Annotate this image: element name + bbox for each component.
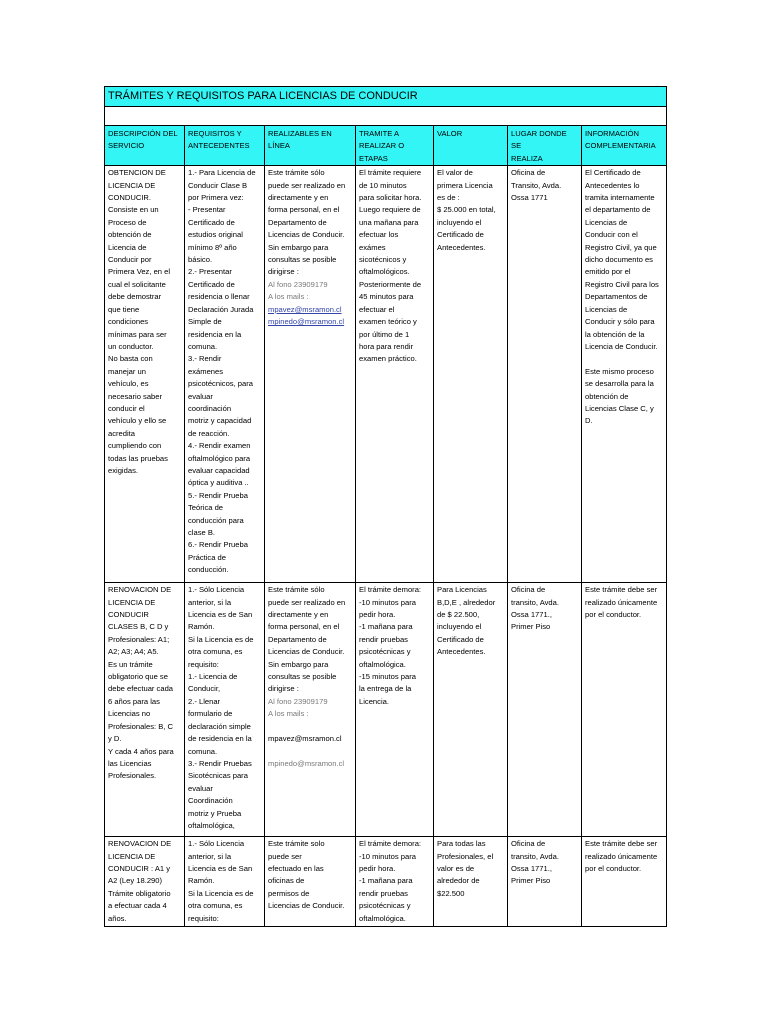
cell-line: vehículo y ello se xyxy=(108,416,167,426)
cell-line: exámenes xyxy=(188,366,224,376)
cell-line: 1.- Licencia de xyxy=(188,672,238,682)
cell-line: Licencias de Conducir. xyxy=(268,647,345,657)
header-line: REQUISITOS Y xyxy=(188,129,242,138)
cell-line: declaración simple xyxy=(188,721,251,731)
cell-line: otra comuna, es xyxy=(188,647,243,657)
cell-tramite xyxy=(356,166,434,583)
cell-line: vehículo, es xyxy=(108,379,149,389)
cell-line: -1 mañana para xyxy=(359,876,413,886)
cell-line: Declaración Jurada xyxy=(188,304,254,314)
cell-line: Práctica de xyxy=(188,552,226,562)
line-spacer xyxy=(268,721,352,733)
header-line: TRAMITE A xyxy=(359,129,400,138)
cell-line: un conductor. xyxy=(108,341,154,351)
table-row xyxy=(105,583,667,837)
cell-line: directamente y en xyxy=(268,610,329,620)
cell-line: residencia en la xyxy=(188,329,242,339)
cell-line: de 10 minutos xyxy=(359,180,407,190)
cell-line: Ossa 1771., xyxy=(511,610,552,620)
cell-line: clase B. xyxy=(188,528,216,537)
cell-line: dicho documento es xyxy=(585,255,653,265)
cell-line: Profesionales: A1; xyxy=(108,634,170,644)
cell-line: mínimo 8º año xyxy=(188,242,237,252)
cell-line: -1 mañana para xyxy=(359,622,413,632)
cell-line: conducción. xyxy=(188,565,229,575)
cell-line: psicotécnicas y xyxy=(359,901,411,911)
cell-informacion xyxy=(582,166,667,583)
cell-line: 1.- Sólo Licencia xyxy=(188,585,245,595)
cell-line: 1.- Sólo Licencia xyxy=(188,839,245,849)
cell-line: alrededor de xyxy=(437,876,480,886)
cell-tramite xyxy=(356,583,434,837)
cell-line: por último de 1 xyxy=(359,329,410,339)
cell-line: evaluar capacidad xyxy=(188,465,250,475)
cell-line: exámes xyxy=(359,242,386,252)
cell-line: comuna. xyxy=(188,341,218,351)
cell-line: Proceso de xyxy=(108,217,147,227)
header-requisitos xyxy=(185,126,265,166)
cell-requisitos xyxy=(185,837,265,927)
cell-descripcion xyxy=(105,583,185,837)
cell-line: cumpliendo con xyxy=(108,441,162,451)
cell-line: transito, Avda. xyxy=(511,851,559,861)
cell-line: forma personal, en el xyxy=(268,205,340,215)
cell-line: evaluar xyxy=(188,783,213,793)
cell-lugar xyxy=(508,166,582,583)
cell-line: tramita internamente xyxy=(585,193,655,203)
cell-line: D. xyxy=(585,416,593,426)
table-row xyxy=(105,837,667,927)
cell-line: comuna. xyxy=(188,746,218,756)
email-link[interactable]: mpinedo@msramon.cl xyxy=(268,317,345,327)
cell-line: 2.- Presentar xyxy=(188,267,232,277)
cell-line: A2 (Ley 18.290) xyxy=(108,876,163,886)
cell-line: que tiene xyxy=(108,304,140,314)
cell-line: a efectuar cada 4 xyxy=(108,901,167,911)
cell-informacion xyxy=(582,583,667,837)
cell-line: Coordinación xyxy=(188,796,233,806)
header-realizables xyxy=(265,126,356,166)
cell-line: efectuar el xyxy=(359,304,395,314)
cell-line: Licencias no xyxy=(108,709,151,719)
cell-line: CONDUCIR. xyxy=(108,193,152,203)
email-text: mpinedo@msramon.cl xyxy=(268,758,345,768)
cell-line: Oficina de xyxy=(511,168,546,178)
cell-line: LICENCIA DE xyxy=(108,851,156,861)
cell-line: Sicotécnicas para xyxy=(188,771,248,781)
cell-line: consultas se posible xyxy=(268,672,337,682)
header-lugar xyxy=(508,126,582,166)
cell-valor xyxy=(434,166,508,583)
contact-label: A los mails : xyxy=(268,709,309,719)
cell-line: años. xyxy=(108,913,127,923)
cell-line: valor es de xyxy=(437,864,475,874)
cell-line: 2.- Llenar xyxy=(188,696,221,706)
header-descripcion xyxy=(105,126,185,166)
cell-line: Licencia de Conducir. xyxy=(585,341,658,351)
cell-valor xyxy=(434,583,508,837)
cell-line: oftalmológicos. xyxy=(359,267,410,277)
cell-line: formulario de xyxy=(188,709,233,719)
cell-line: Licencia. xyxy=(359,696,389,706)
header-line: LÍNEA xyxy=(268,141,290,151)
cell-line: evaluar xyxy=(188,391,213,401)
contact-label: Al fono 23909179 xyxy=(268,279,328,289)
cell-line: Antecedentes lo xyxy=(585,180,640,190)
cell-line: Licencias de Conducir. xyxy=(268,901,345,911)
cell-line: oficinas de xyxy=(268,876,305,886)
cell-line: A2; A3; A4; A5. xyxy=(108,647,159,657)
cell-line: psicotécnicas y xyxy=(359,647,411,657)
header-line: ANTECEDENTES xyxy=(188,141,250,151)
cell-line: de $ 22.500, xyxy=(437,610,480,620)
cell-line: CONDUCIR : A1 y xyxy=(108,864,171,874)
cell-line: Certificado de xyxy=(437,230,484,240)
cell-line: Conducir por xyxy=(108,255,152,265)
cell-line: sicotécnicos y xyxy=(359,255,407,265)
cell-line: condiciones xyxy=(108,317,149,327)
cell-line: Licencia de xyxy=(108,242,147,252)
cell-line: 3.- Rendir Pruebas xyxy=(188,758,252,768)
cell-valor xyxy=(434,837,508,927)
cell-line: -10 minutos para xyxy=(359,597,416,607)
cell-lugar xyxy=(508,837,582,927)
cell-line: hora para rendir xyxy=(359,341,414,351)
cell-line: por el conductor. xyxy=(585,864,642,874)
cell-line: Primera Vez, en el xyxy=(108,267,171,277)
cell-line: CLASES B, C D y xyxy=(108,622,169,632)
header-line: VALOR xyxy=(437,129,463,138)
cell-line: motriz y capacidad xyxy=(188,416,252,426)
cell-line: Certificado de xyxy=(188,217,235,227)
cell-line: la entrega de la xyxy=(359,684,412,694)
cell-line: 1.- Para Licencia de xyxy=(188,168,256,178)
cell-line: LICENCIA DE xyxy=(108,180,156,190)
cell-line: examen teórico y xyxy=(359,317,417,327)
cell-line: Este mismo proceso xyxy=(585,366,654,376)
cell-line: puede ser realizado en xyxy=(268,597,346,607)
cell-line: Antecedentes. xyxy=(437,242,486,252)
cell-line: incluyendo el xyxy=(437,217,482,227)
header-line: LUGAR DONDE xyxy=(511,129,567,138)
cell-line: No basta con xyxy=(108,354,153,364)
cell-line: 6.- Rendir Prueba xyxy=(188,540,248,550)
cell-realizables xyxy=(265,837,356,927)
header-line: SE xyxy=(511,141,522,151)
cell-line: óptica y auditiva .. xyxy=(188,478,249,488)
cell-line: Primer Piso xyxy=(511,876,551,886)
cell-line: El trámite requiere xyxy=(359,168,422,178)
cell-line: Conducir y sólo para xyxy=(585,317,655,327)
cell-line: Primer Piso xyxy=(511,622,551,632)
cell-line: Ramón. xyxy=(188,876,215,886)
cell-line: Transito, Avda. xyxy=(511,180,562,190)
cell-line: El trámite demora: xyxy=(359,585,422,595)
cell-line: conducción para xyxy=(188,515,244,525)
cell-line: Este trámite sólo xyxy=(268,585,325,595)
cell-line: consultas se posible xyxy=(268,255,337,265)
cell-line: Registro Civil, ya que xyxy=(585,242,657,252)
cell-line: Es un trámite xyxy=(108,659,153,669)
cell-line: rendir pruebas xyxy=(359,888,408,898)
cell-line: Trámite obligatorio xyxy=(108,888,171,898)
blank-row xyxy=(105,107,667,126)
cell-line: obligatorio que se xyxy=(108,672,168,682)
header-valor xyxy=(434,126,508,166)
cell-line: Y cada 4 años para xyxy=(108,746,174,756)
cell-line: El valor de xyxy=(437,168,473,178)
cell-line: Profesionales, el xyxy=(437,851,494,861)
header-line: REALIZAR O xyxy=(359,141,405,151)
header-line: COMPLEMENTARIA xyxy=(585,141,656,151)
cell-line: Certificado de xyxy=(188,279,235,289)
cell-line: realizado únicamente xyxy=(585,597,658,607)
cell-line: obtención de xyxy=(585,391,629,401)
cell-line: 3.- Rendir xyxy=(188,354,222,364)
cell-line: 5.- Rendir Prueba xyxy=(188,490,248,500)
cell-realizables xyxy=(265,583,356,837)
cell-line: Este trámite debe ser xyxy=(585,585,658,595)
cell-line: Teórica de xyxy=(188,503,224,513)
cell-line: Departamento de xyxy=(268,217,327,227)
header-line: REALIZA xyxy=(511,153,543,163)
cell-line: efectuar los xyxy=(359,230,399,240)
header-informacion xyxy=(582,126,667,166)
cell-line: transito, Avda. xyxy=(511,597,559,607)
cell-line: Licencias Clase C, y xyxy=(585,403,654,413)
email-link[interactable]: mpavez@msramon.cl xyxy=(268,304,342,314)
cell-line: Para todas las xyxy=(437,839,486,849)
cell-line: Para Licencias xyxy=(437,585,487,595)
cell-descripcion xyxy=(105,837,185,927)
cell-line: Licencia es de San xyxy=(188,864,253,874)
cell-line: Profesionales: B, C xyxy=(108,721,173,731)
cell-line: permisos de xyxy=(268,888,310,898)
cell-line: estudios original xyxy=(188,230,243,240)
cell-line: se desarrolla para la xyxy=(585,379,654,389)
cell-line: Ossa 1771 xyxy=(511,193,548,203)
cell-line: Posteriormente de xyxy=(359,279,422,289)
cell-line: Departamento de xyxy=(268,634,327,644)
cell-line: $22.500 xyxy=(437,888,465,898)
cell-line: por Primera vez: xyxy=(188,193,244,203)
cell-line: Licencias de xyxy=(585,304,628,314)
cell-line: Conducir, xyxy=(188,684,221,694)
cell-line: exigidas. xyxy=(108,465,138,475)
cell-line: necesario saber xyxy=(108,391,163,401)
cell-line: Licencias de Conducir. xyxy=(268,230,345,240)
cell-descripcion xyxy=(105,166,185,583)
cell-line: primera Licencia xyxy=(437,180,493,190)
table-row xyxy=(105,166,667,583)
cell-line: Ossa 1771., xyxy=(511,864,552,874)
cell-realizables xyxy=(265,166,356,583)
cell-line: Consiste en un xyxy=(108,205,159,215)
cell-line: pedir hora. xyxy=(359,610,396,620)
cell-line: conducir el xyxy=(108,403,145,413)
cell-line: requisito: xyxy=(188,659,219,669)
cell-line: manejar un xyxy=(108,366,146,376)
cell-line: -10 minutos para xyxy=(359,851,416,861)
cell-line: Oficina de xyxy=(511,585,546,595)
cell-line: OBTENCION DE xyxy=(108,168,166,178)
licencias-table xyxy=(104,86,667,927)
cell-line: la obtención de la xyxy=(585,329,645,339)
header-line: INFORMACIÓN xyxy=(585,129,639,138)
cell-line: debe efectuar cada xyxy=(108,684,174,694)
cell-line: -15 minutos para xyxy=(359,672,416,682)
cell-line: y D. xyxy=(108,734,122,744)
cell-line: otra comuna, es xyxy=(188,901,243,911)
cell-line: oftalmológico para xyxy=(188,453,251,463)
cell-tramite xyxy=(356,837,434,927)
cell-line: Este trámite debe ser xyxy=(585,839,658,849)
cell-line: RENOVACION DE xyxy=(108,839,172,849)
header-line: SERVICIO xyxy=(108,141,145,151)
cell-line: emitido por el xyxy=(585,267,631,277)
cell-line: El trámite demora: xyxy=(359,839,422,849)
cell-line: puede ser realizado en xyxy=(268,180,346,190)
cell-line: rendir pruebas xyxy=(359,634,408,644)
cell-line: $ 25.000 en total, xyxy=(437,205,496,215)
cell-line: es de : xyxy=(437,193,460,203)
cell-line: efectuado en las xyxy=(268,864,324,874)
cell-line: todas las pruebas xyxy=(108,453,168,463)
cell-line: Licencias de xyxy=(585,217,628,227)
cell-line: obtención de xyxy=(108,230,152,240)
cell-line: dirigirse : xyxy=(268,267,299,277)
cell-line: Registro Civil para los xyxy=(585,279,659,289)
cell-line: puede ser xyxy=(268,851,302,861)
cell-line: pedir hora. xyxy=(359,864,396,874)
cell-line: cual el solicitante xyxy=(108,279,166,289)
cell-line: Certificado de xyxy=(437,634,484,644)
cell-line: Licencia es de San xyxy=(188,610,253,620)
cell-line: Sin embargo para xyxy=(268,659,329,669)
cell-requisitos xyxy=(185,583,265,837)
cell-line: 6 años para las xyxy=(108,696,160,706)
cell-line: las Licencias xyxy=(108,758,152,768)
cell-line: Profesionales. xyxy=(108,771,157,781)
cell-lugar xyxy=(508,583,582,837)
cell-line: una mañana para xyxy=(359,217,419,227)
header-line: ETAPAS xyxy=(359,153,388,163)
cell-line: incluyendo el xyxy=(437,622,482,632)
cell-line: forma personal, en el xyxy=(268,622,340,632)
header-line: REALIZABLES EN xyxy=(268,129,332,138)
cell-line: requisito: xyxy=(188,913,219,923)
cell-line: oftalmológica, xyxy=(188,820,235,830)
cell-line: Este trámite solo xyxy=(268,839,325,849)
cell-line: Sin embargo para xyxy=(268,242,329,252)
header-tramite xyxy=(356,126,434,166)
cell-informacion xyxy=(582,837,667,927)
contact-label: Al fono 23909179 xyxy=(268,696,328,706)
cell-line: Antecedentes. xyxy=(437,647,486,657)
cell-line: para solicitar hora. xyxy=(359,193,422,203)
cell-line: acredita xyxy=(108,428,136,438)
line-spacer xyxy=(268,745,352,757)
cell-line: RENOVACION DE xyxy=(108,585,172,595)
cell-requisitos xyxy=(185,166,265,583)
cell-line: El Certificado de xyxy=(585,168,641,178)
cell-line: CONDUCIR xyxy=(108,610,149,620)
cell-line: oftalmológica. xyxy=(359,913,406,923)
cell-line: residencia o llenar xyxy=(188,292,250,302)
cell-line: por el conductor. xyxy=(585,610,642,620)
cell-line: Ramón. xyxy=(188,622,215,632)
cell-line: motriz y Prueba xyxy=(188,808,242,818)
cell-line: Departamentos de xyxy=(585,292,648,302)
cell-line: Conducir Clase B xyxy=(188,180,248,190)
cell-line: coordinación xyxy=(188,403,232,413)
email-text: mpavez@msramon.cl xyxy=(268,734,342,744)
cell-line: Luego requiere de xyxy=(359,205,421,215)
cell-line: debe demostrar xyxy=(108,292,162,302)
cell-line: mínimas para ser xyxy=(108,329,167,339)
cell-line: de residencia en la xyxy=(188,734,252,744)
cell-line: anterior, si la xyxy=(188,597,232,607)
cell-line: dirigirse : xyxy=(268,684,299,694)
cell-line: Este trámite sólo xyxy=(268,168,325,178)
cell-line: básico. xyxy=(188,255,213,265)
cell-line: anterior, si la xyxy=(188,851,232,861)
cell-line: directamente y en xyxy=(268,193,329,203)
cell-line: B,D,E , alrededor xyxy=(437,597,496,607)
cell-line: examen práctico. xyxy=(359,354,417,364)
cell-line: Si la Licencia es de xyxy=(188,888,254,898)
cell-line: Si la Licencia es de xyxy=(188,634,254,644)
cell-line: Oficina de xyxy=(511,839,546,849)
cell-line: 4.- Rendir examen xyxy=(188,441,251,451)
cell-line: Conducir con el xyxy=(585,230,638,240)
cell-line: LICENCIA DE xyxy=(108,597,156,607)
line-spacer xyxy=(585,353,663,365)
cell-line: el departamento de xyxy=(585,205,651,215)
cell-line: psicotécnicos, para xyxy=(188,379,254,389)
cell-line: de reacción. xyxy=(188,428,230,438)
contact-label: A los mails : xyxy=(268,292,309,302)
cell-line: 45 minutos para xyxy=(359,292,414,302)
cell-line: oftalmológica. xyxy=(359,659,406,669)
table-title: TRÁMITES Y REQUISITOS PARA LICENCIAS DE CONDUCIR xyxy=(105,87,667,107)
header-line: DESCRIPCIÓN DEL xyxy=(108,129,178,138)
cell-line: realizado únicamente xyxy=(585,851,658,861)
cell-line: - Presentar xyxy=(188,205,226,215)
cell-line: Simple de xyxy=(188,317,222,327)
